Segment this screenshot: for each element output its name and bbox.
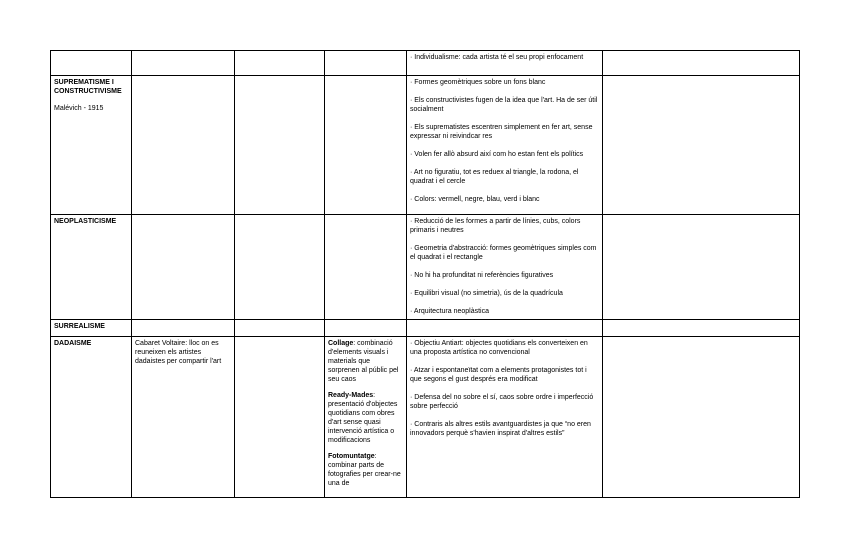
technique-item xyxy=(328,339,403,384)
feature-point: · No hi ha profunditat ni referències figuratives xyxy=(410,272,554,279)
table-row xyxy=(51,320,800,337)
movement-cell xyxy=(51,320,132,337)
empty-cell xyxy=(235,51,325,76)
features-cell xyxy=(407,76,603,215)
technique-item xyxy=(328,452,403,488)
movement-author-date: Malévich - 1915 xyxy=(54,105,104,112)
feature-point: · Arquitectura neoplàstica xyxy=(410,308,489,315)
context-cell xyxy=(132,320,235,337)
movement-cell xyxy=(51,51,132,76)
technique-name: Fotomuntatge xyxy=(328,453,375,460)
feature-point: · Geometria d'abstracció: formes geomètriques simples com el quadrat i el rectangle xyxy=(410,245,597,261)
table-row xyxy=(51,76,800,215)
movement-name: DADAISME xyxy=(54,340,92,347)
table-row xyxy=(51,337,800,498)
empty-cell xyxy=(235,76,325,215)
feature-point: · Individualisme: cada artista té el seu propi enfocament xyxy=(410,54,584,61)
feature-point: · Objectiu Antiart: objectes quotidians els converteixen en una proposta artística no convencional xyxy=(410,340,588,356)
art-movements-table xyxy=(50,50,800,498)
feature-point: · Atzar i espontaneïtat com a elements protagonistes tot i que segons el gust després era modificat xyxy=(410,367,587,383)
empty-cell xyxy=(603,76,800,215)
empty-cell xyxy=(235,215,325,320)
techniques-cell xyxy=(325,337,407,498)
feature-point: · Equilibri visual (no simetria), ús de la quadrícula xyxy=(410,290,563,297)
feature-point: · Volen fer allò absurd així com ho estan fent els polítics xyxy=(410,151,584,158)
empty-cell xyxy=(603,337,800,498)
feature-point: · Els constructivistes fugen de la idea que l'art. Ha de ser útil socialment xyxy=(410,97,598,113)
table-row xyxy=(51,51,800,76)
technique-name: Ready-Mades xyxy=(328,392,374,399)
technique-description: : combinar parts de fotografies per crear-ne una de xyxy=(328,453,401,487)
context-cell xyxy=(132,76,235,215)
techniques-cell xyxy=(325,51,407,76)
movement-cell xyxy=(51,76,132,215)
features-cell xyxy=(407,215,603,320)
feature-point: · Reducció de les formes a partir de línies, cubs, colors primaris i neutres xyxy=(410,218,581,234)
features-cell xyxy=(407,337,603,498)
techniques-cell xyxy=(325,215,407,320)
technique-item xyxy=(328,391,403,445)
empty-cell xyxy=(603,320,800,337)
context-cell xyxy=(132,215,235,320)
empty-cell xyxy=(235,337,325,498)
feature-point: · Formes geomètriques sobre un fons blanc xyxy=(410,79,546,86)
feature-point: · Art no figuratiu, tot es reduex al triangle, la rodona, el quadrat i el cercle xyxy=(410,169,579,185)
movement-name: SUPREMATISME I CONSTRUCTIVISME xyxy=(54,79,122,95)
feature-point: · Els suprematistes escentren simplement en fer art, sense expressar ni reivindcar res xyxy=(410,124,593,140)
technique-description: : presentació d'objectes quotidians com obres d'art sense quasi intervenció artística o modificacions xyxy=(328,392,398,444)
table-row xyxy=(51,215,800,320)
feature-point: · Colors: vermell, negre, blau, verd i blanc xyxy=(410,196,540,203)
feature-point: · Defensa del no sobre el sí, caos sobre ordre i imperfecció sobre perfecció xyxy=(410,394,594,410)
feature-point: · Contraris als altres estils avantguardistes ja que “no eren innovadors perquè s'havien inspirat d'altres estils” xyxy=(410,421,591,437)
context-cell xyxy=(132,51,235,76)
movement-name: NEOPLASTICISME xyxy=(54,218,117,225)
technique-name: Collage xyxy=(328,340,354,347)
techniques-cell xyxy=(325,320,407,337)
movement-cell xyxy=(51,215,132,320)
empty-cell xyxy=(235,320,325,337)
empty-cell xyxy=(603,51,800,76)
techniques-cell xyxy=(325,76,407,215)
features-cell xyxy=(407,51,603,76)
movement-name: SURREALISME xyxy=(54,323,105,330)
movement-cell xyxy=(51,337,132,498)
technique-description: : combinació d'elements visuals i materials que sorprenen al públic pel seu caos xyxy=(328,340,399,383)
empty-cell xyxy=(603,215,800,320)
features-cell xyxy=(407,320,603,337)
context-cell xyxy=(132,337,235,498)
context-text: Cabaret Voltaire: lloc on es reuneixen els artistes dadaistes per compartir l'art xyxy=(135,340,222,365)
